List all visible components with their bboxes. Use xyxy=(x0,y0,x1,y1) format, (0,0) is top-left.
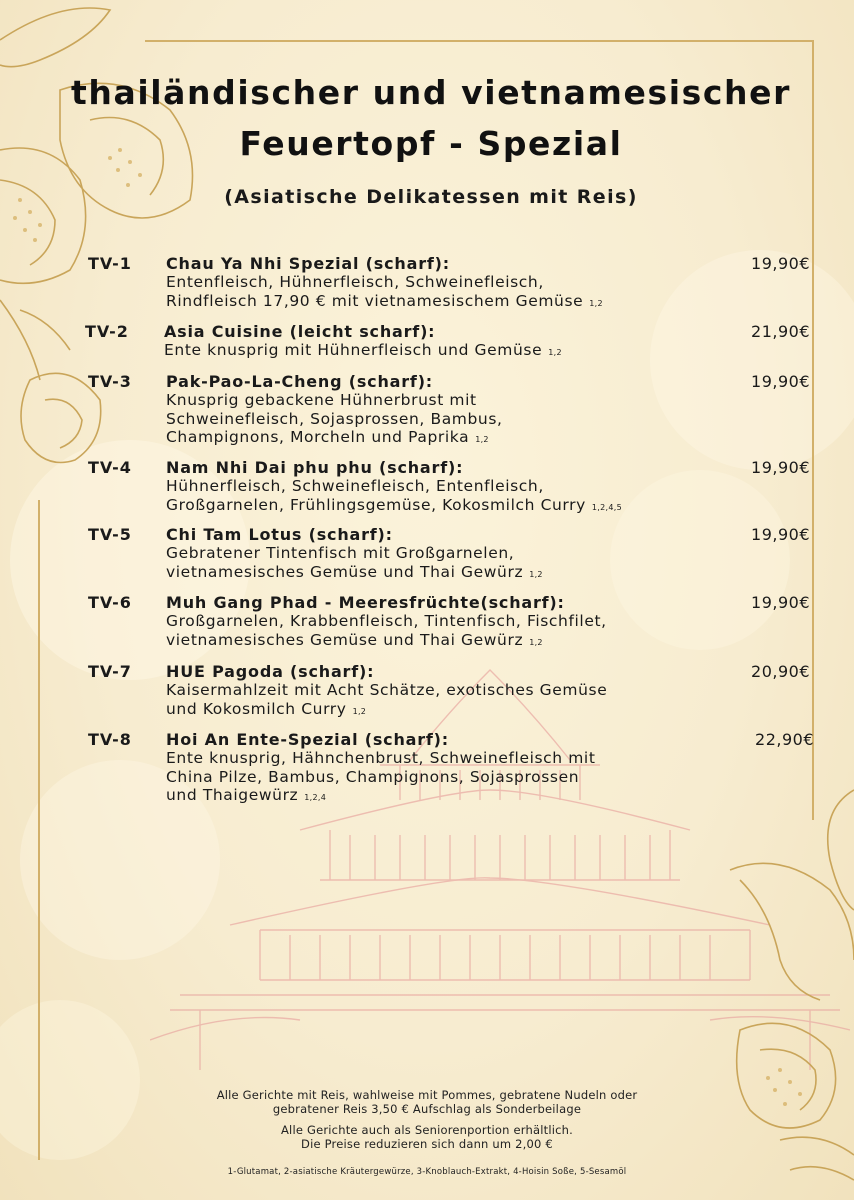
item-price: 19,90€ xyxy=(751,458,810,477)
item-code: TV-5 xyxy=(88,525,132,544)
frame-line-top xyxy=(145,40,813,42)
item-description-line: Großgarnelen, Krabbenfleisch, Tintenfisch, Fischfilet, xyxy=(166,612,607,630)
item-description xyxy=(166,544,706,584)
menu-subtitle: (Asiatische Delikatessen mit Reis) xyxy=(224,186,638,208)
item-code: TV-7 xyxy=(88,662,132,681)
item-name: Muh Gang Phad - Meeresfrüchte(scharf): xyxy=(166,593,565,612)
item-description xyxy=(166,749,706,808)
item-name: Chi Tam Lotus (scharf): xyxy=(166,525,393,544)
side-dish-note-line: gebratener Reis 3,50 € Aufschlag als Sonderbeilage xyxy=(272,1101,582,1116)
item-price: 19,90€ xyxy=(751,525,810,544)
item-description xyxy=(164,341,704,363)
item-code: TV-3 xyxy=(88,372,132,391)
item-description xyxy=(166,273,706,313)
item-name: Chau Ya Nhi Spezial (scharf): xyxy=(166,254,450,273)
menu-title-line2: Feuertopf - Spezial xyxy=(239,124,623,163)
item-allergens: 1,2,4 xyxy=(304,793,327,802)
item-price: 19,90€ xyxy=(751,372,810,391)
item-description-line: vietnamesisches Gemüse und Thai Gewürz xyxy=(166,562,524,581)
menu-title-line1: thailändischer und vietnamesischer xyxy=(70,73,791,112)
item-price: 21,90€ xyxy=(751,322,810,341)
item-description-line: Kaisermahlzeit mit Acht Schätze, exotisches Gemüse xyxy=(166,681,608,699)
item-description-line: Hühnerfleisch, Schweinefleisch, Entenfleisch, xyxy=(166,477,544,495)
item-description-line: Entenfleisch, Hühnerfleisch, Schweinefleisch, xyxy=(166,273,544,291)
allergen-legend: 1-Glutamat, 2-asiatische Kräutergewürze, 3-Knoblauch-Extrakt, 4-Hoisin Soße, 5-Sesamöl xyxy=(227,1167,627,1177)
item-name: Asia Cuisine (leicht scharf): xyxy=(164,322,436,341)
frame-line-left xyxy=(38,500,40,1160)
senior-portion-note-line: Die Preise reduzieren sich dann um 2,00 € xyxy=(301,1136,553,1151)
item-allergens: 1,2 xyxy=(548,348,562,357)
item-description-line: Ente knusprig mit Hühnerfleisch und Gemüse xyxy=(164,341,543,359)
item-allergens: 1,2 xyxy=(475,435,489,444)
item-code: TV-1 xyxy=(88,254,132,273)
item-allergens: 1,2 xyxy=(352,706,367,716)
item-code: TV-8 xyxy=(88,730,132,749)
item-allergens: 1,2 xyxy=(529,569,543,579)
item-price: 22,90€ xyxy=(755,730,814,749)
item-description-line: Knusprig gebackene Hühnerbrust mit xyxy=(166,391,477,409)
item-description-line: und Kokosmilch Curry xyxy=(166,699,347,718)
item-name: Nam Nhi Dai phu phu (scharf): xyxy=(166,458,464,477)
item-description-line: Großgarnelen, Frühlingsgemüse, Kokosmilch Curry xyxy=(166,495,586,514)
item-code: TV-6 xyxy=(88,593,132,612)
item-description xyxy=(166,391,706,450)
senior-portion-note-line: Alle Gerichte auch als Seniorenportion erhältlich. xyxy=(280,1123,574,1137)
item-description-line: und Thaigewürz xyxy=(166,786,299,804)
item-price: 19,90€ xyxy=(751,254,810,273)
item-description-line: Champignons, Morcheln und Paprika xyxy=(166,428,470,446)
item-description xyxy=(166,477,706,517)
item-description-line: vietnamesisches Gemüse und Thai Gewürz xyxy=(166,630,524,649)
item-name: Pak-Pao-La-Cheng (scharf): xyxy=(166,372,434,391)
item-allergens: 1,2,4,5 xyxy=(591,502,622,512)
item-description-line: Schweinefleisch, Sojasprossen, Bambus, xyxy=(166,409,503,428)
item-code: TV-2 xyxy=(85,322,129,341)
item-price: 19,90€ xyxy=(751,593,810,612)
item-allergens: 1,2 xyxy=(529,637,543,647)
item-description xyxy=(166,681,706,721)
item-description-line: Rindfleisch 17,90 € mit vietnamesischem Gemüse xyxy=(166,291,584,310)
item-allergens: 1,2 xyxy=(589,298,603,308)
item-description-line: China Pilze, Bambus, Champignons, Sojasprossen xyxy=(166,767,580,786)
item-name: HUE Pagoda (scharf): xyxy=(166,662,375,681)
item-description xyxy=(166,612,706,652)
side-dish-note xyxy=(0,1089,854,1116)
item-code: TV-4 xyxy=(88,458,132,477)
item-name: Hoi An Ente-Spezial (scharf): xyxy=(166,730,449,749)
item-description-line: Gebratener Tintenfisch mit Großgarnelen, xyxy=(166,544,515,562)
item-description-line: Ente knusprig, Hähnchenbrust, Schweinefleisch mit xyxy=(166,749,596,767)
senior-portion-note xyxy=(0,1124,854,1151)
item-price: 20,90€ xyxy=(751,662,810,681)
side-dish-note-line: Alle Gerichte mit Reis, wahlweise mit Pommes, gebratene Nudeln oder xyxy=(216,1088,638,1102)
